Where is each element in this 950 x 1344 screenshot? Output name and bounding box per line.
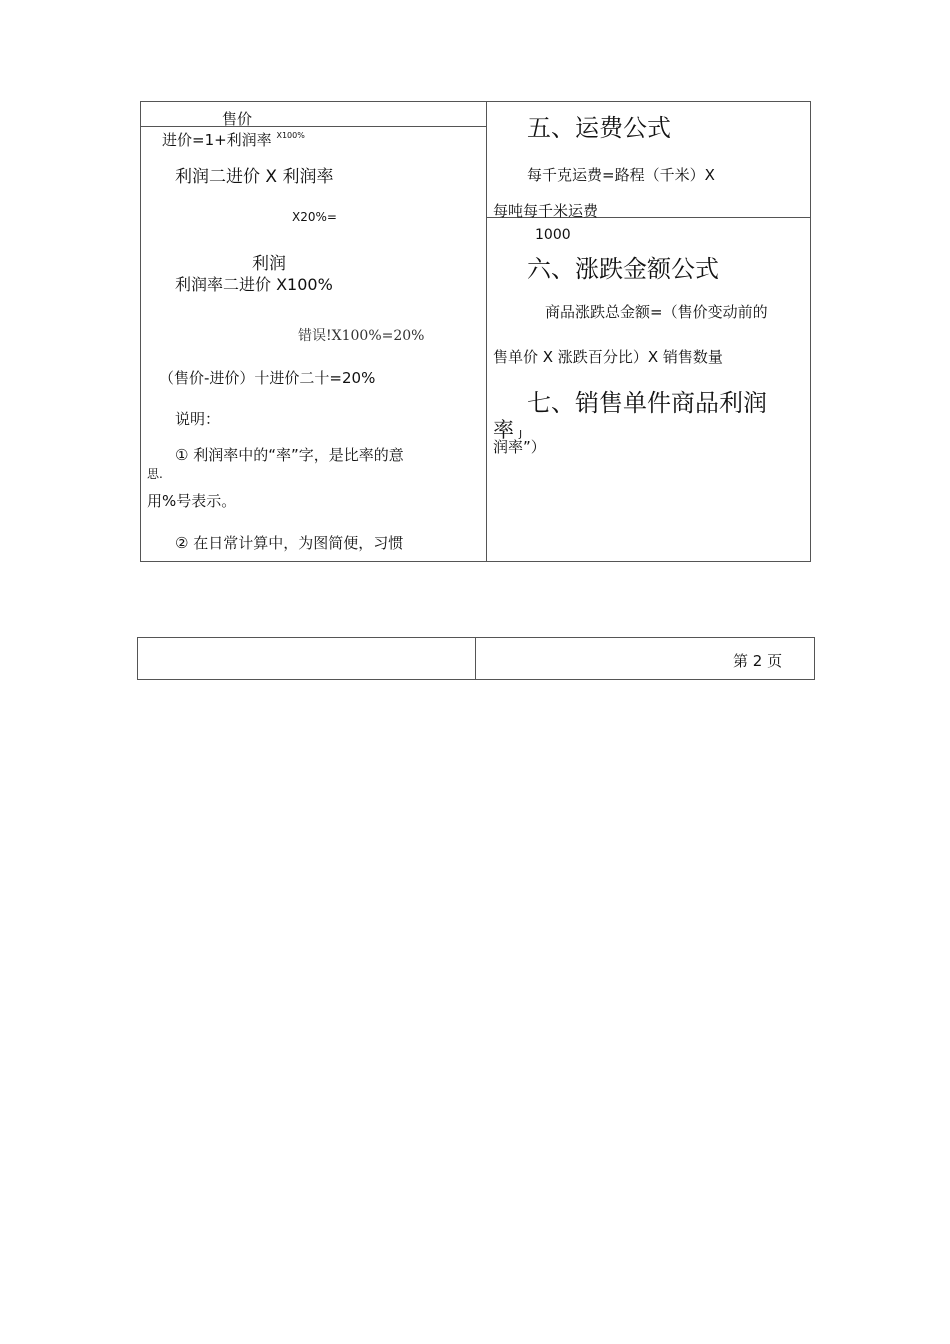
cost-formula xyxy=(162,129,305,150)
note1-line-c: 用%号表示。 xyxy=(147,492,237,510)
heading-unit-profit-rate-suffix: J xyxy=(519,429,523,440)
heading-unit-profit-rate-b: 率 xyxy=(493,418,514,442)
heading-freight: 五、运费公式 xyxy=(527,114,671,142)
footer-border-right xyxy=(814,637,815,680)
sale-price-label: 售价 xyxy=(222,110,253,128)
profit-rate-fragment: 润率”） xyxy=(493,438,546,456)
left-header-divider xyxy=(140,126,486,127)
error-line: 错误!X100%=20% xyxy=(298,328,425,344)
footer-border-top xyxy=(137,637,815,638)
footer-border-bottom xyxy=(137,679,815,680)
profit-word: 利润 xyxy=(252,254,286,274)
table-border-top xyxy=(140,101,811,102)
profit-formula: 利润二进价 X 利润率 xyxy=(175,167,334,187)
cost-formula-text: 进价=1+利润率 xyxy=(162,131,272,149)
heading-unit-profit-rate: 七、销售单件商品利润 xyxy=(527,389,767,417)
page-number: 第 2 页 xyxy=(733,652,783,670)
table-border-right xyxy=(810,101,811,562)
note1-line-a: ① 利润率中的“率”字，是比率的意 xyxy=(175,446,404,464)
cost-formula-superscript: X100% xyxy=(276,131,305,140)
diff-line: （售价-进价）十进价二十=20% xyxy=(159,369,376,387)
footer-border-left xyxy=(137,637,138,680)
note1-line-b: 思. xyxy=(147,467,163,481)
table-border-bottom xyxy=(140,561,811,562)
note2-line: ② 在日常计算中，为图简便，习惯 xyxy=(175,534,404,552)
footer-divider xyxy=(475,637,476,680)
freight-formula-c: 1000 xyxy=(535,227,571,243)
table-divider-vertical xyxy=(486,101,487,562)
profit-rate-formula: 利润率二进价 X100% xyxy=(175,275,333,294)
freight-formula-a: 每千克运费=路程（千米）X xyxy=(527,166,715,184)
table-border-left xyxy=(140,101,141,562)
change-formula-b: 售单价 X 涨跌百分比）X 销售数量 xyxy=(493,348,723,366)
note-title: 说明： xyxy=(175,410,221,428)
change-formula-a: 商品涨跌总金额=（售价变动前的 xyxy=(545,303,768,321)
x20-label: X20%= xyxy=(292,210,337,224)
heading-price-change: 六、涨跌金额公式 xyxy=(527,255,719,283)
freight-formula-b: 每吨每千米运费 xyxy=(493,202,599,220)
